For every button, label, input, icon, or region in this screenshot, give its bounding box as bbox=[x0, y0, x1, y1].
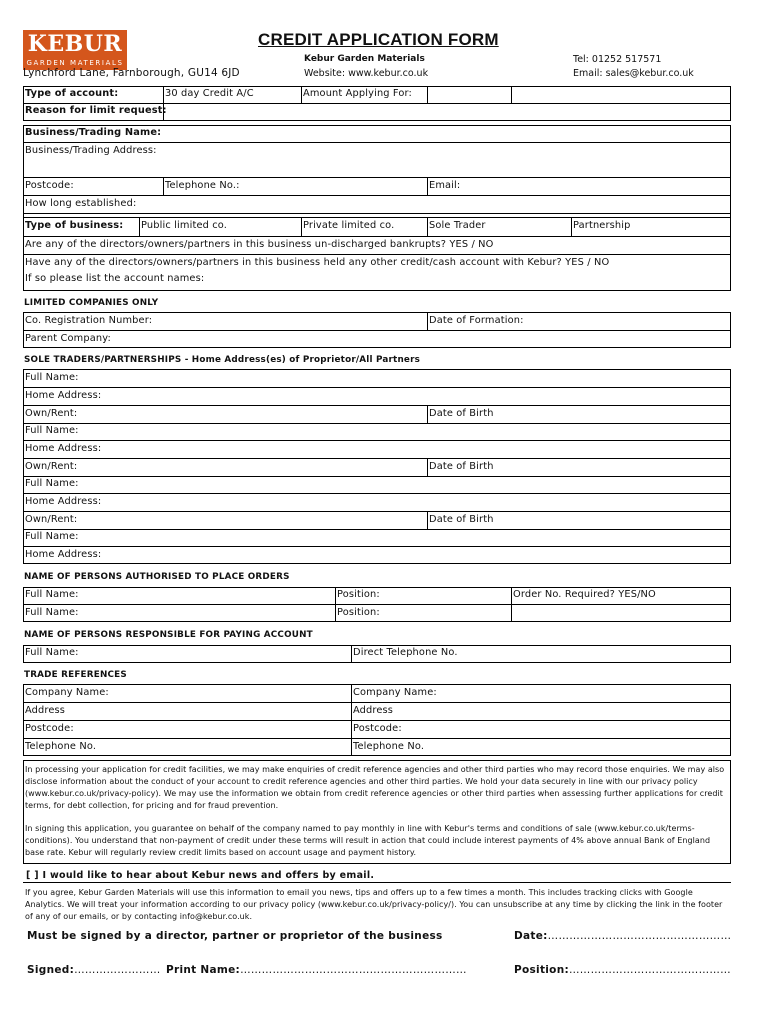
sole-own-rent-1: Own/Rent: bbox=[25, 408, 78, 419]
trade-telephone-2: Telephone No. bbox=[353, 741, 425, 752]
sole-heading: SOLE TRADERS/PARTNERSHIPS - Home Address(es) of Proprietor/All Partners bbox=[24, 355, 421, 365]
sole-home-address-2: Home Address: bbox=[25, 443, 102, 454]
trade-postcode-2: Postcode: bbox=[353, 723, 402, 734]
sole-own-rent-3: Own/Rent: bbox=[25, 514, 78, 525]
account-type-value[interactable]: 30 day Credit A/C bbox=[165, 88, 254, 99]
sole-home-address-4: Home Address: bbox=[25, 549, 102, 560]
email-label: Email: bbox=[429, 180, 461, 191]
authorised-heading: NAME OF PERSONS AUTHORISED TO PLACE ORDERS bbox=[24, 572, 290, 582]
company-telephone: Tel: 01252 517571 bbox=[573, 54, 662, 65]
newsletter-checkbox[interactable]: [ ] bbox=[26, 870, 39, 881]
limited-heading: LIMITED COMPANIES ONLY bbox=[24, 298, 159, 308]
business-name-label: Business/Trading Name: bbox=[25, 127, 162, 138]
sole-full-name-3: Full Name: bbox=[25, 478, 79, 489]
logo-sub-text: GARDEN MATERIALS bbox=[26, 59, 124, 67]
terms-paragraph-1: In processing your application for credit facilities, we may make enquiries of credit reference agencies and other third parties who may record those enquiries. We may also disclose information about the conduct of your account to credit reference agencies and other third parties. We hold your data securely in line with our privacy policy (www.kebur.co.uk/privacy-policy). We may use the information we obtain from credit reference agencies or other third parties when assessing further applications for credit terms, for debt collection, for pricing and for fraud prevention. bbox=[25, 765, 725, 810]
authorised-full-name-1: Full Name: bbox=[25, 589, 79, 600]
formation-label: Date of Formation: bbox=[429, 315, 524, 326]
amount-applying-field[interactable] bbox=[511, 86, 729, 103]
terms-paragraph-2: In signing this application, you guarantee on behalf of the company named to pay monthly in line with Kebur's terms and conditions of sale (www.kebur.co.uk/terms-conditions). You understand that non-payment of credit under these terms will result in action that could include interest payments of 4% above annual Bank of England base rate. Kebur will regularly review credit limits based on account usage and payment history. bbox=[25, 824, 711, 857]
order-no-required: Order No. Required? YES/NO bbox=[513, 589, 656, 600]
sole-full-name-1: Full Name: bbox=[25, 372, 79, 383]
amount-applying-label: Amount Applying For: bbox=[303, 88, 412, 99]
amount-applying-input[interactable] bbox=[427, 86, 511, 103]
company-address: Lynchford Lane, Farnborough, GU14 6JD bbox=[23, 67, 240, 79]
print-name-label: Print Name: bbox=[166, 964, 241, 976]
question-bankrupt: Are any of the directors/owners/partners in this business un-discharged bankrupts? YES / NO bbox=[25, 239, 494, 250]
reason-limit-label: Reason for limit request: bbox=[25, 105, 167, 116]
authorised-position-1: Position: bbox=[337, 589, 380, 600]
kebur-logo bbox=[23, 30, 127, 70]
established-label: How long established: bbox=[25, 198, 137, 209]
sole-full-name-4: Full Name: bbox=[25, 531, 79, 542]
trade-address-2: Address bbox=[353, 705, 394, 716]
sole-box bbox=[23, 369, 731, 564]
must-sign-note: Must be signed by a director, partner or proprietor of the business bbox=[27, 930, 443, 942]
newsletter-label: I would like to hear about Kebur news and offers by email. bbox=[42, 870, 375, 881]
newsletter-optin[interactable] bbox=[26, 870, 374, 881]
account-type-label: Type of account: bbox=[25, 88, 119, 99]
trade-heading: TRADE REFERENCES bbox=[24, 670, 127, 680]
parent-company-label: Parent Company: bbox=[25, 333, 111, 344]
question-list-accounts: If so please list the account names: bbox=[25, 273, 205, 284]
authorised-full-name-2: Full Name: bbox=[25, 607, 79, 618]
position-label: Position: bbox=[514, 964, 569, 976]
paying-direct-tel: Direct Telephone No. bbox=[353, 647, 458, 658]
newsletter-text: If you agree, Kebur Garden Materials will use this information to email you news, tips and offers up to a few times a month. This includes tracking clicks with Google Analytics. We will treat your information according to our privacy policy (www.kebur.co.uk/privacy-policy/). You can unsubscribe at any time by clicking the link in the footer of any of our emails, or by contacting info@kebur.co.uk. bbox=[25, 888, 723, 921]
telephone-label: Telephone No.: bbox=[165, 180, 240, 191]
signed-dots: …………………… bbox=[74, 964, 161, 976]
sole-dob-1: Date of Birth bbox=[429, 408, 494, 419]
business-type-private[interactable]: Private limited co. bbox=[303, 220, 395, 231]
paying-heading: NAME OF PERSONS RESPONSIBLE FOR PAYING ACCOUNT bbox=[24, 630, 313, 640]
date-dots: …………………………………………… bbox=[547, 930, 732, 942]
postcode-label: Postcode: bbox=[25, 180, 74, 191]
trade-telephone-1: Telephone No. bbox=[25, 741, 97, 752]
authorised-position-2: Position: bbox=[337, 607, 380, 618]
company-name: Kebur Garden Materials bbox=[304, 54, 425, 64]
trade-company-1: Company Name: bbox=[25, 687, 109, 698]
sole-home-address-3: Home Address: bbox=[25, 496, 102, 507]
signed-field[interactable] bbox=[27, 964, 161, 976]
business-address-label: Business/Trading Address: bbox=[25, 145, 157, 156]
print-name-dots: ……………………………………………………… bbox=[240, 964, 467, 976]
paying-full-name: Full Name: bbox=[25, 647, 79, 658]
position-dots: ……………………………………… bbox=[568, 964, 731, 976]
date-label: Date: bbox=[514, 930, 548, 942]
sole-dob-3: Date of Birth bbox=[429, 514, 494, 525]
company-email: Email: sales@kebur.co.uk bbox=[573, 68, 694, 79]
business-type-label: Type of business: bbox=[25, 220, 124, 231]
sole-home-address-1: Home Address: bbox=[25, 390, 102, 401]
business-type-sole-trader[interactable]: Sole Trader bbox=[429, 220, 486, 231]
sole-own-rent-2: Own/Rent: bbox=[25, 461, 78, 472]
signed-label: Signed: bbox=[27, 964, 75, 976]
trade-address-1: Address bbox=[25, 705, 66, 716]
date-field[interactable] bbox=[514, 930, 731, 942]
form-title: CREDIT APPLICATION FORM bbox=[258, 30, 499, 49]
logo-main-text: KEBUR bbox=[27, 31, 123, 57]
registration-label: Co. Registration Number: bbox=[25, 315, 153, 326]
print-name-field[interactable] bbox=[166, 964, 467, 976]
business-type-plc[interactable]: Public limited co. bbox=[141, 220, 228, 231]
reason-limit-field[interactable] bbox=[164, 103, 730, 120]
sole-full-name-2: Full Name: bbox=[25, 425, 79, 436]
company-website: Website: www.kebur.co.uk bbox=[304, 68, 429, 79]
position-field[interactable] bbox=[514, 964, 731, 976]
business-type-partnership[interactable]: Partnership bbox=[573, 220, 631, 231]
trade-postcode-1: Postcode: bbox=[25, 723, 74, 734]
sole-dob-2: Date of Birth bbox=[429, 461, 494, 472]
question-other-credit: Have any of the directors/owners/partners in this business held any other credit/cash account with Kebur? YES / NO bbox=[25, 257, 610, 268]
trade-company-2: Company Name: bbox=[353, 687, 437, 698]
